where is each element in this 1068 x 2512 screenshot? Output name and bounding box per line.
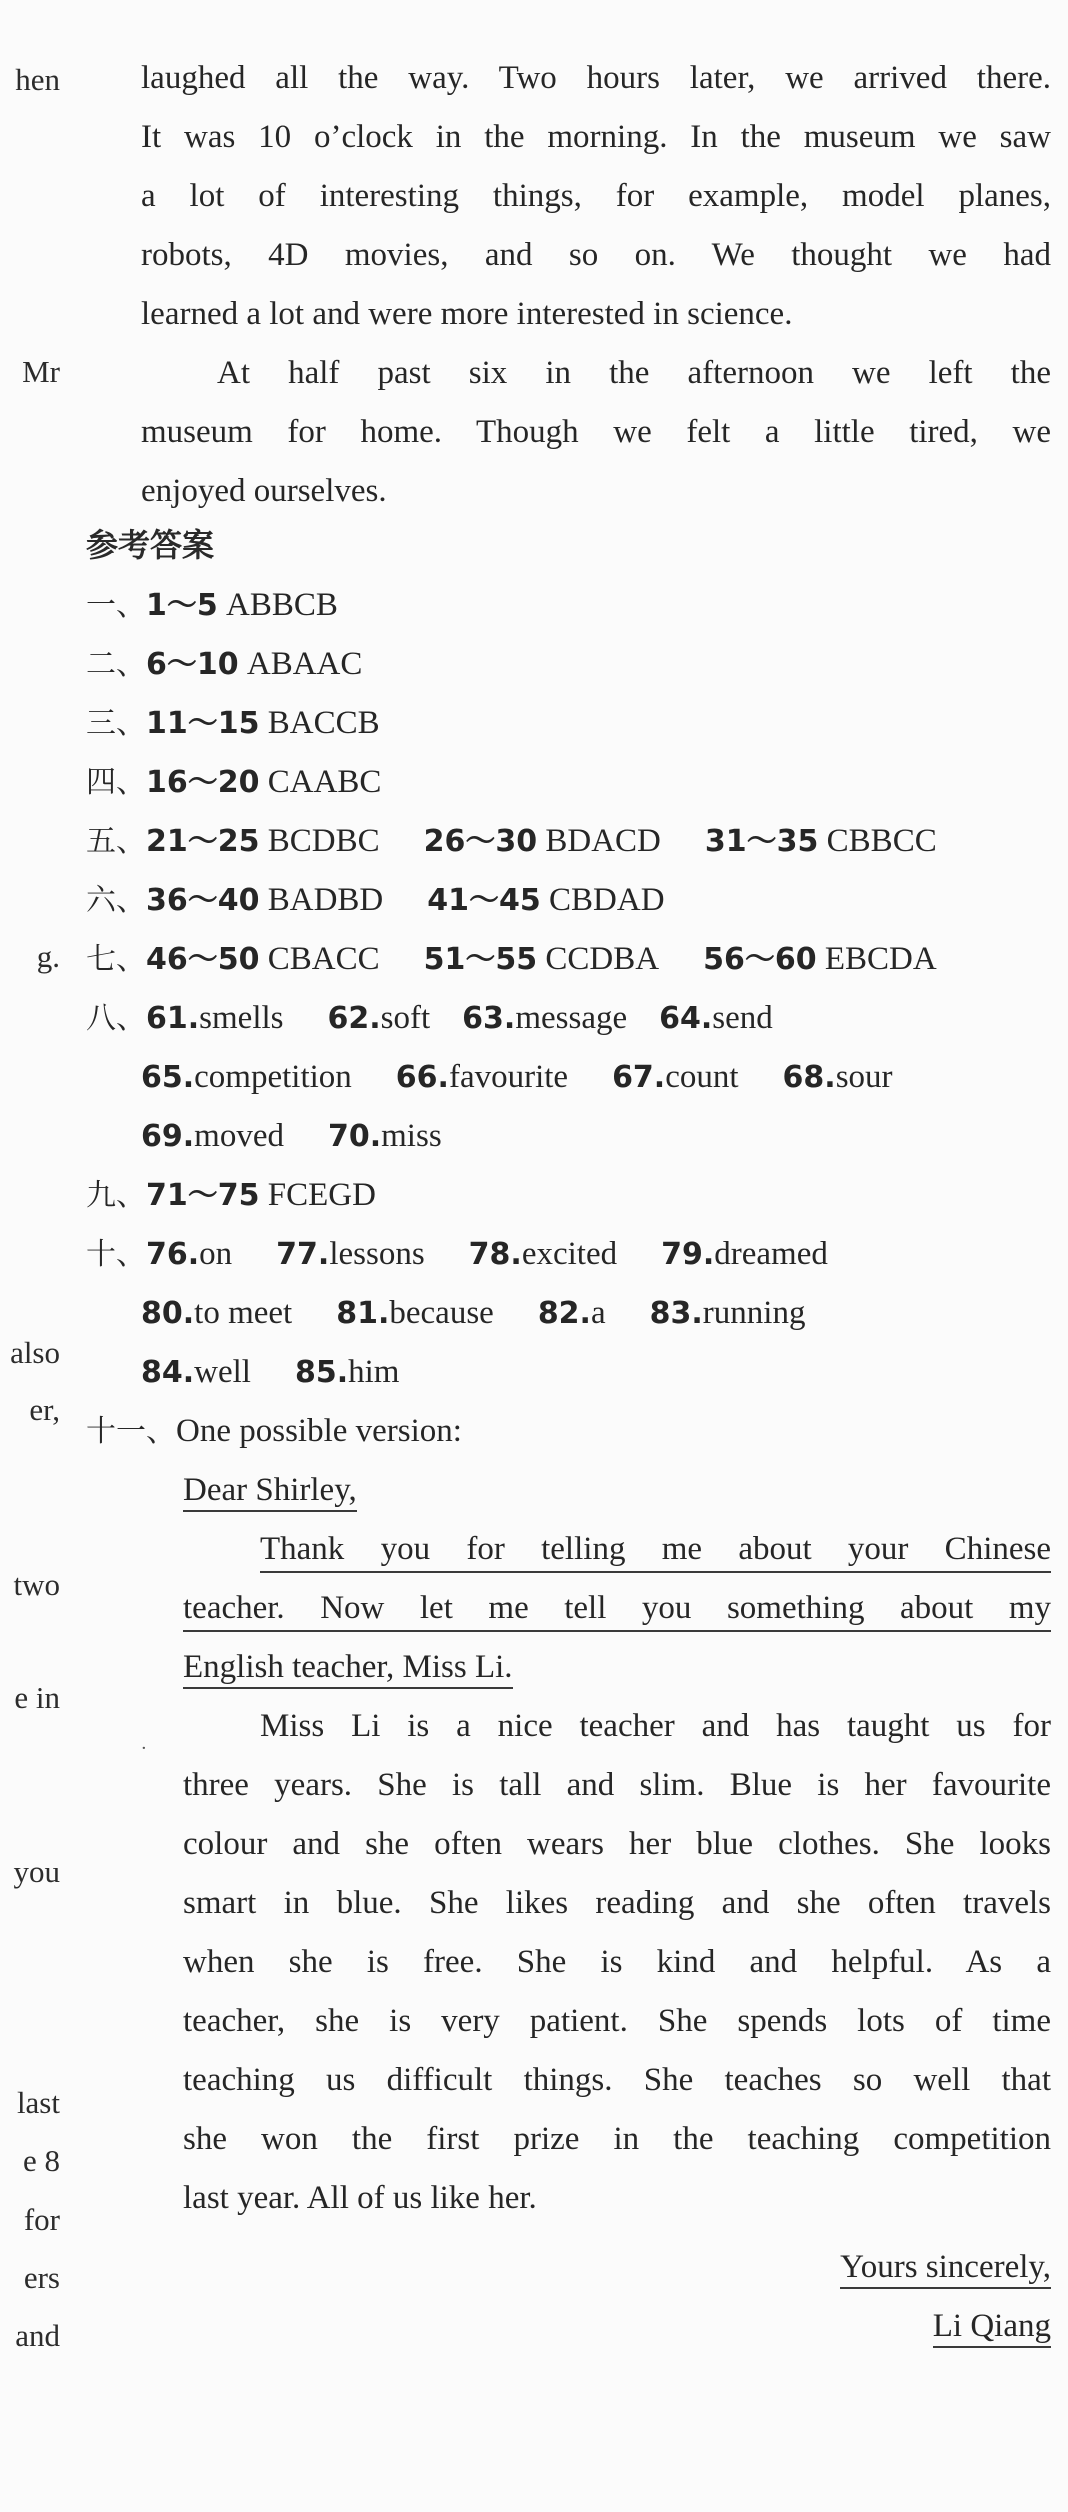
- letter-line: last year. All of us like her.: [183, 2180, 537, 2216]
- answer-row: 一、1～5 ABBCB: [86, 587, 338, 623]
- margin-fragment: you: [13, 1854, 60, 1889]
- margin-fragment: e 8: [22, 2143, 60, 2178]
- margin-fragment: er,: [29, 1392, 60, 1427]
- margin-fragment: ers: [23, 2260, 60, 2295]
- essay-intro-row: 十一、One possible version:: [86, 1413, 462, 1449]
- letter-line: three years. She is tall and slim. Blue is her favourite: [183, 1767, 1051, 1803]
- answer-row: 七、46～50 CBACC 51～55 CCDBA 56～60 EBCDA: [86, 941, 937, 977]
- letter-salutation: Dear Shirley,: [183, 1468, 357, 1512]
- letter-line: English teacher, Miss Li.: [183, 1645, 513, 1689]
- passage-line: a lot of interesting things, for example, model planes,: [141, 178, 1051, 214]
- answer-row: 九、71～75 FCEGD: [86, 1177, 376, 1213]
- margin-fragment: e in: [14, 1680, 60, 1715]
- passage-line: It was 10 o’clock in the morning. In the museum we saw: [141, 119, 1051, 155]
- letter-line: teacher. Now let me tell you something about my: [183, 1590, 1051, 1626]
- passage-line: enjoyed ourselves.: [141, 473, 387, 509]
- margin-fragment: and: [15, 2318, 60, 2353]
- answer-row: 八、61.smells 62.soft 63.message 64.send: [86, 1000, 773, 1036]
- answer-row: 二、6～10 ABAAC: [86, 646, 363, 682]
- answer-row: 65.competition 66.favourite 67.count 68.sour: [141, 1059, 893, 1095]
- underline-rule: [183, 1630, 1051, 1632]
- passage-line: museum for home. Though we felt a little tired, we: [141, 414, 1051, 450]
- margin-fragment: Mr: [22, 354, 60, 389]
- margin-fragment: last: [16, 2085, 60, 2120]
- passage-line: learned a lot and were more interested in science.: [141, 296, 793, 332]
- answer-row: 84.well 85.him: [141, 1354, 400, 1390]
- answers-heading: 参考答案: [86, 526, 215, 564]
- margin-fragment: g.: [36, 939, 60, 974]
- answer-row: 十、76.on 77.lessons 78.excited 79.dreamed: [86, 1236, 828, 1272]
- letter-line: she won the first prize in the teaching competition: [183, 2121, 1051, 2157]
- letter-line: Thank you for telling me about your Chinese: [260, 1531, 1051, 1567]
- stray-dot: ·: [141, 1738, 147, 1759]
- passage-line: robots, 4D movies, and so on. We thought we had: [141, 237, 1051, 273]
- margin-fragment: two: [13, 1567, 60, 1602]
- answer-row: 五、21～25 BCDBC 26～30 BDACD 31～35 CBBCC: [86, 823, 937, 859]
- answer-row: 80.to meet 81.because 82.a 83.running: [141, 1295, 806, 1331]
- answer-row: 六、36～40 BADBD 41～45 CBDAD: [86, 882, 665, 918]
- letter-signature: Li Qiang: [933, 2304, 1051, 2348]
- answer-row: 69.moved 70.miss: [141, 1118, 442, 1154]
- underline-rule: [260, 1571, 1051, 1573]
- margin-fragment: for: [23, 2202, 60, 2237]
- letter-closing: Yours sincerely,: [840, 2245, 1051, 2289]
- letter-line: smart in blue. She likes reading and she often travels: [183, 1885, 1051, 1921]
- letter-line: teaching us difficult things. She teaches so well that: [183, 2062, 1051, 2098]
- passage-line: laughed all the way. Two hours later, we arrived there.: [141, 60, 1051, 96]
- margin-fragment: also: [10, 1335, 60, 1370]
- answer-row: 三、11～15 BACCB: [86, 705, 380, 741]
- letter-line: colour and she often wears her blue clothes. She looks: [183, 1826, 1051, 1862]
- letter-line: Miss Li is a nice teacher and has taught us for: [260, 1708, 1051, 1744]
- answer-row: 四、16～20 CAABC: [86, 764, 382, 800]
- passage-line: At half past six in the afternoon we left the: [217, 355, 1051, 391]
- letter-line: teacher, she is very patient. She spends lots of time: [183, 2003, 1051, 2039]
- margin-fragment: hen: [15, 62, 60, 97]
- letter-line: when she is free. She is kind and helpful. As a: [183, 1944, 1051, 1980]
